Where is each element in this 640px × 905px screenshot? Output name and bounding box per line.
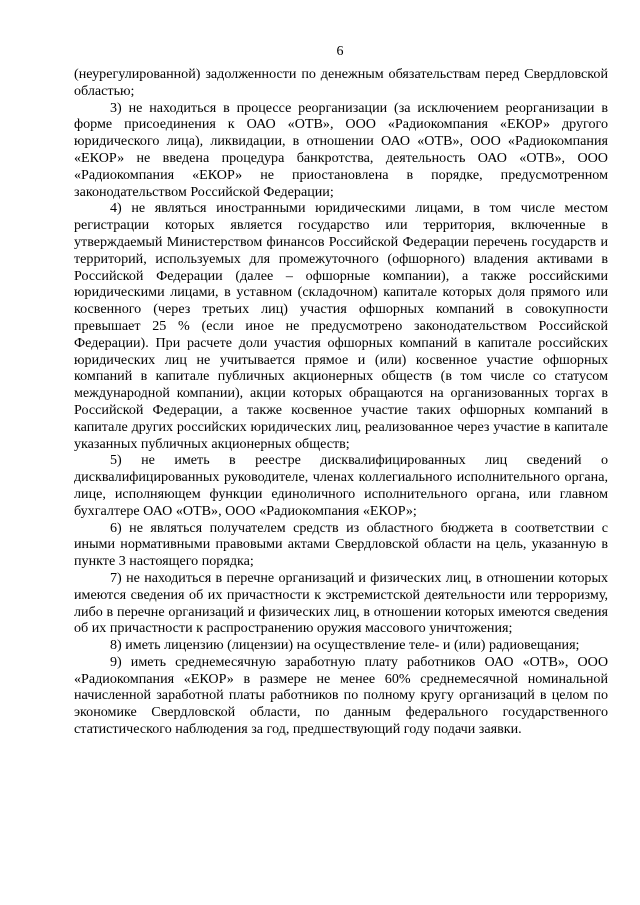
paragraph-item-5: 5) не иметь в реестре дисквалифицированных лиц сведений о дисквалифицированных руководителе, членах коллегиального исполнительного органа, лице, исполняющем функции единоличного исполнительного органа, или главном бухгалтере ОАО «ОТВ», ООО «Радиокомпания «ЕКОР»; — [74, 452, 608, 519]
paragraph-item-3: 3) не находиться в процессе реорганизации (за исключением реорганизации в форме присоединения к ОАО «ОТВ», ООО «Радиокомпания «ЕКОР» другого юридического лица), ликвидации, в отношении ОАО «ОТВ», ООО «Радиокомпания «ЕКОР» не введена процедура банкротства, деятельность ОАО «ОТВ», ООО «Радиокомпания «ЕКОР» не приостановлена в порядке, предусмотренном законодательством Российской Федерации; — [74, 99, 608, 200]
paragraph-item-7: 7) не находиться в перечне организаций и физических лиц, в отношении которых имеются сведения об их причастности к экстремистской деятельности или терроризму, либо в перечне организаций и физических лиц, в отношении которых имеются сведения об их причастности к распространению оружия массового уничтожения; — [74, 569, 608, 637]
paragraph-item-9: 9) иметь среднемесячную заработную плату работников ОАО «ОТВ», ООО «Радиокомпания «ЕКОР» в размере не менее 60% среднемесячной номинальной начисленной заработной платы работников по полному кругу организаций в целом по экономике Свердловской области, по данным федерального государственного статистического наблюдения за год, предшествующий году подачи заявки. — [74, 653, 608, 738]
paragraph-continuation: (неурегулированной) задолженности по денежным обязательствам перед Свердловской областью; — [74, 66, 608, 99]
paragraph-item-4: 4) не являться иностранными юридическими лицами, в том числе местом регистрации которых является государство или территория, включенные в утверждаемый Министерством финансов Российской Федерации перечень государств и территорий, используемых для промежуточного (офшорного) владения активами в Российской Федерации (далее – офшорные компании), а также российскими юридическими лицами, в уставном (складочном) капитале которых доля прямого или косвенного (через третьих лиц) участия офшорных компаний в совокупности превышает 25 % (если иное не предусмотрено законодательством Российской Федерации). При расчете доли участия офшорных компаний в капитале российских юридических лиц не учитывается прямое и (или) косвенное участие офшорных компаний в капитале публичных акционерных обществ (в том числе со статусом международной компании), акции которых обращаются на организованных торгах в Российской Федерации, а также косвенное участие таких офшорных компаний в капитале других российских юридических лиц, реализованное через участие в капитале указанных публичных акционерных обществ; — [74, 200, 608, 452]
paragraph-item-6: 6) не являться получателем средств из областного бюджета в соответствии с иными нормативными правовыми актами Свердловской области на цель, указанную в пункте 3 настоящего порядка; — [74, 519, 608, 570]
paragraph-item-8: 8) иметь лицензию (лицензии) на осуществление теле- и (или) радиовещания; — [110, 637, 580, 654]
document-body — [74, 66, 608, 738]
page-number: 6 — [336, 44, 344, 59]
